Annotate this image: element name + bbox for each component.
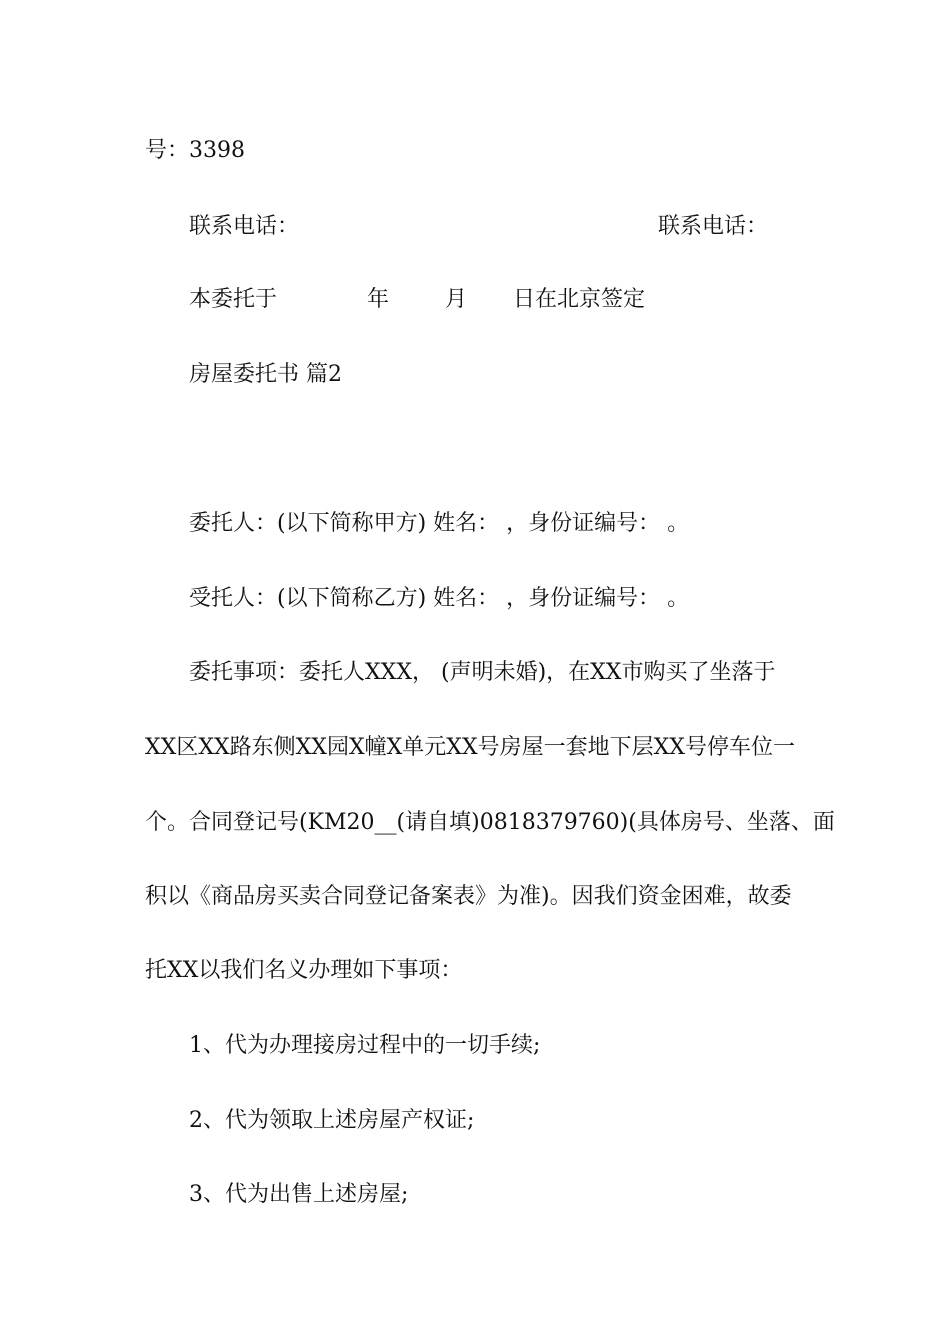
id-number-tail: 号：3398	[145, 138, 245, 163]
matter-line-3: 个。合同登记号(KM20__(请自填)0818379760)(具体房号、坐落、面	[145, 810, 835, 835]
contact-phone-left: 联系电话：	[189, 214, 300, 239]
matter-line-4: 积以《商品房买卖合同登记备案表》为准)。因我们资金困难，故委	[145, 884, 792, 909]
matter-line-2: XX区XX路东侧XX园X幢X单元XX号房屋一套地下层XX号停车位一	[145, 735, 795, 760]
matter-line-5: 托XX以我们名义办理如下事项：	[145, 958, 463, 983]
contact-phone-right: 联系电话：	[658, 214, 769, 239]
section-title: 房屋委托书 篇2	[189, 362, 342, 387]
principal-line: 委托人：(以下简称甲方) 姓名： ，身份证编号： 。	[189, 511, 690, 536]
signing-year: 年	[367, 287, 390, 312]
signing-month: 月	[445, 287, 468, 312]
matter-line-1: 委托事项：委托人XXX， (声明未婚)，在XX市购买了坐落于	[189, 660, 776, 685]
list-item-2: 2、代为领取上述房屋产权证;	[189, 1108, 475, 1133]
agent-line: 受托人：(以下简称乙方) 姓名： ，身份证编号： 。	[189, 586, 690, 611]
list-item-1: 1、代为办理接房过程中的一切手续;	[189, 1033, 541, 1058]
list-item-3: 3、代为出售上述房屋;	[189, 1182, 409, 1207]
signing-prefix: 本委托于	[189, 287, 278, 312]
signing-day-location: 日在北京签定	[513, 287, 646, 312]
